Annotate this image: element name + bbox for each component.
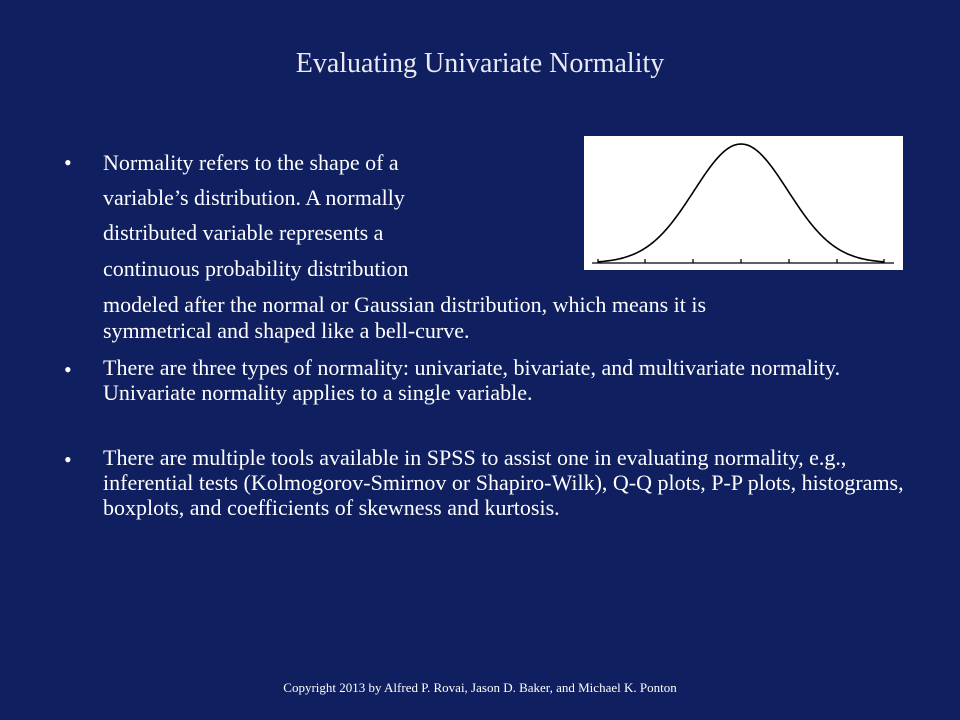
bell-curve-figure [584,136,903,270]
bullet1-line3: distributed variable represents a [103,220,384,245]
bullet-marker: • [64,447,72,472]
bullet-marker: • [64,150,72,175]
slide-title: Evaluating Univariate Normality [295,48,665,79]
bullet1-line1: Normality refers to the shape of a [103,150,399,175]
bullet-marker: • [64,357,72,382]
bullet1-line4: continuous probability distribution [103,256,409,281]
bullet3-text: There are multiple tools available in SPSS to assist one in evaluating normality, e.g., inferential tests (Kolmogorov-Smirnov or Shapiro-Wilk), Q-Q plots, P-P plots, histograms, boxplots, and coefficients of skewness and kurtosis. [103,445,904,520]
bullet2-text: There are three types of normality: univariate, bivariate, and multivariate normality. Univariate normality applies to a single variable. [103,355,841,405]
bullet1-line2: variable’s distribution. A normally [103,185,405,210]
bell-curve-line [598,144,884,262]
bullet1-line5: modeled after the normal or Gaussian distribution, which means it is [103,292,707,317]
copyright-footer: Copyright 2013 by Alfred P. Rovai, Jason D. Baker, and Michael K. Ponton [283,680,677,695]
bullet1-line6: symmetrical and shaped like a bell-curve. [103,318,470,343]
bell-curve-svg [584,136,903,270]
